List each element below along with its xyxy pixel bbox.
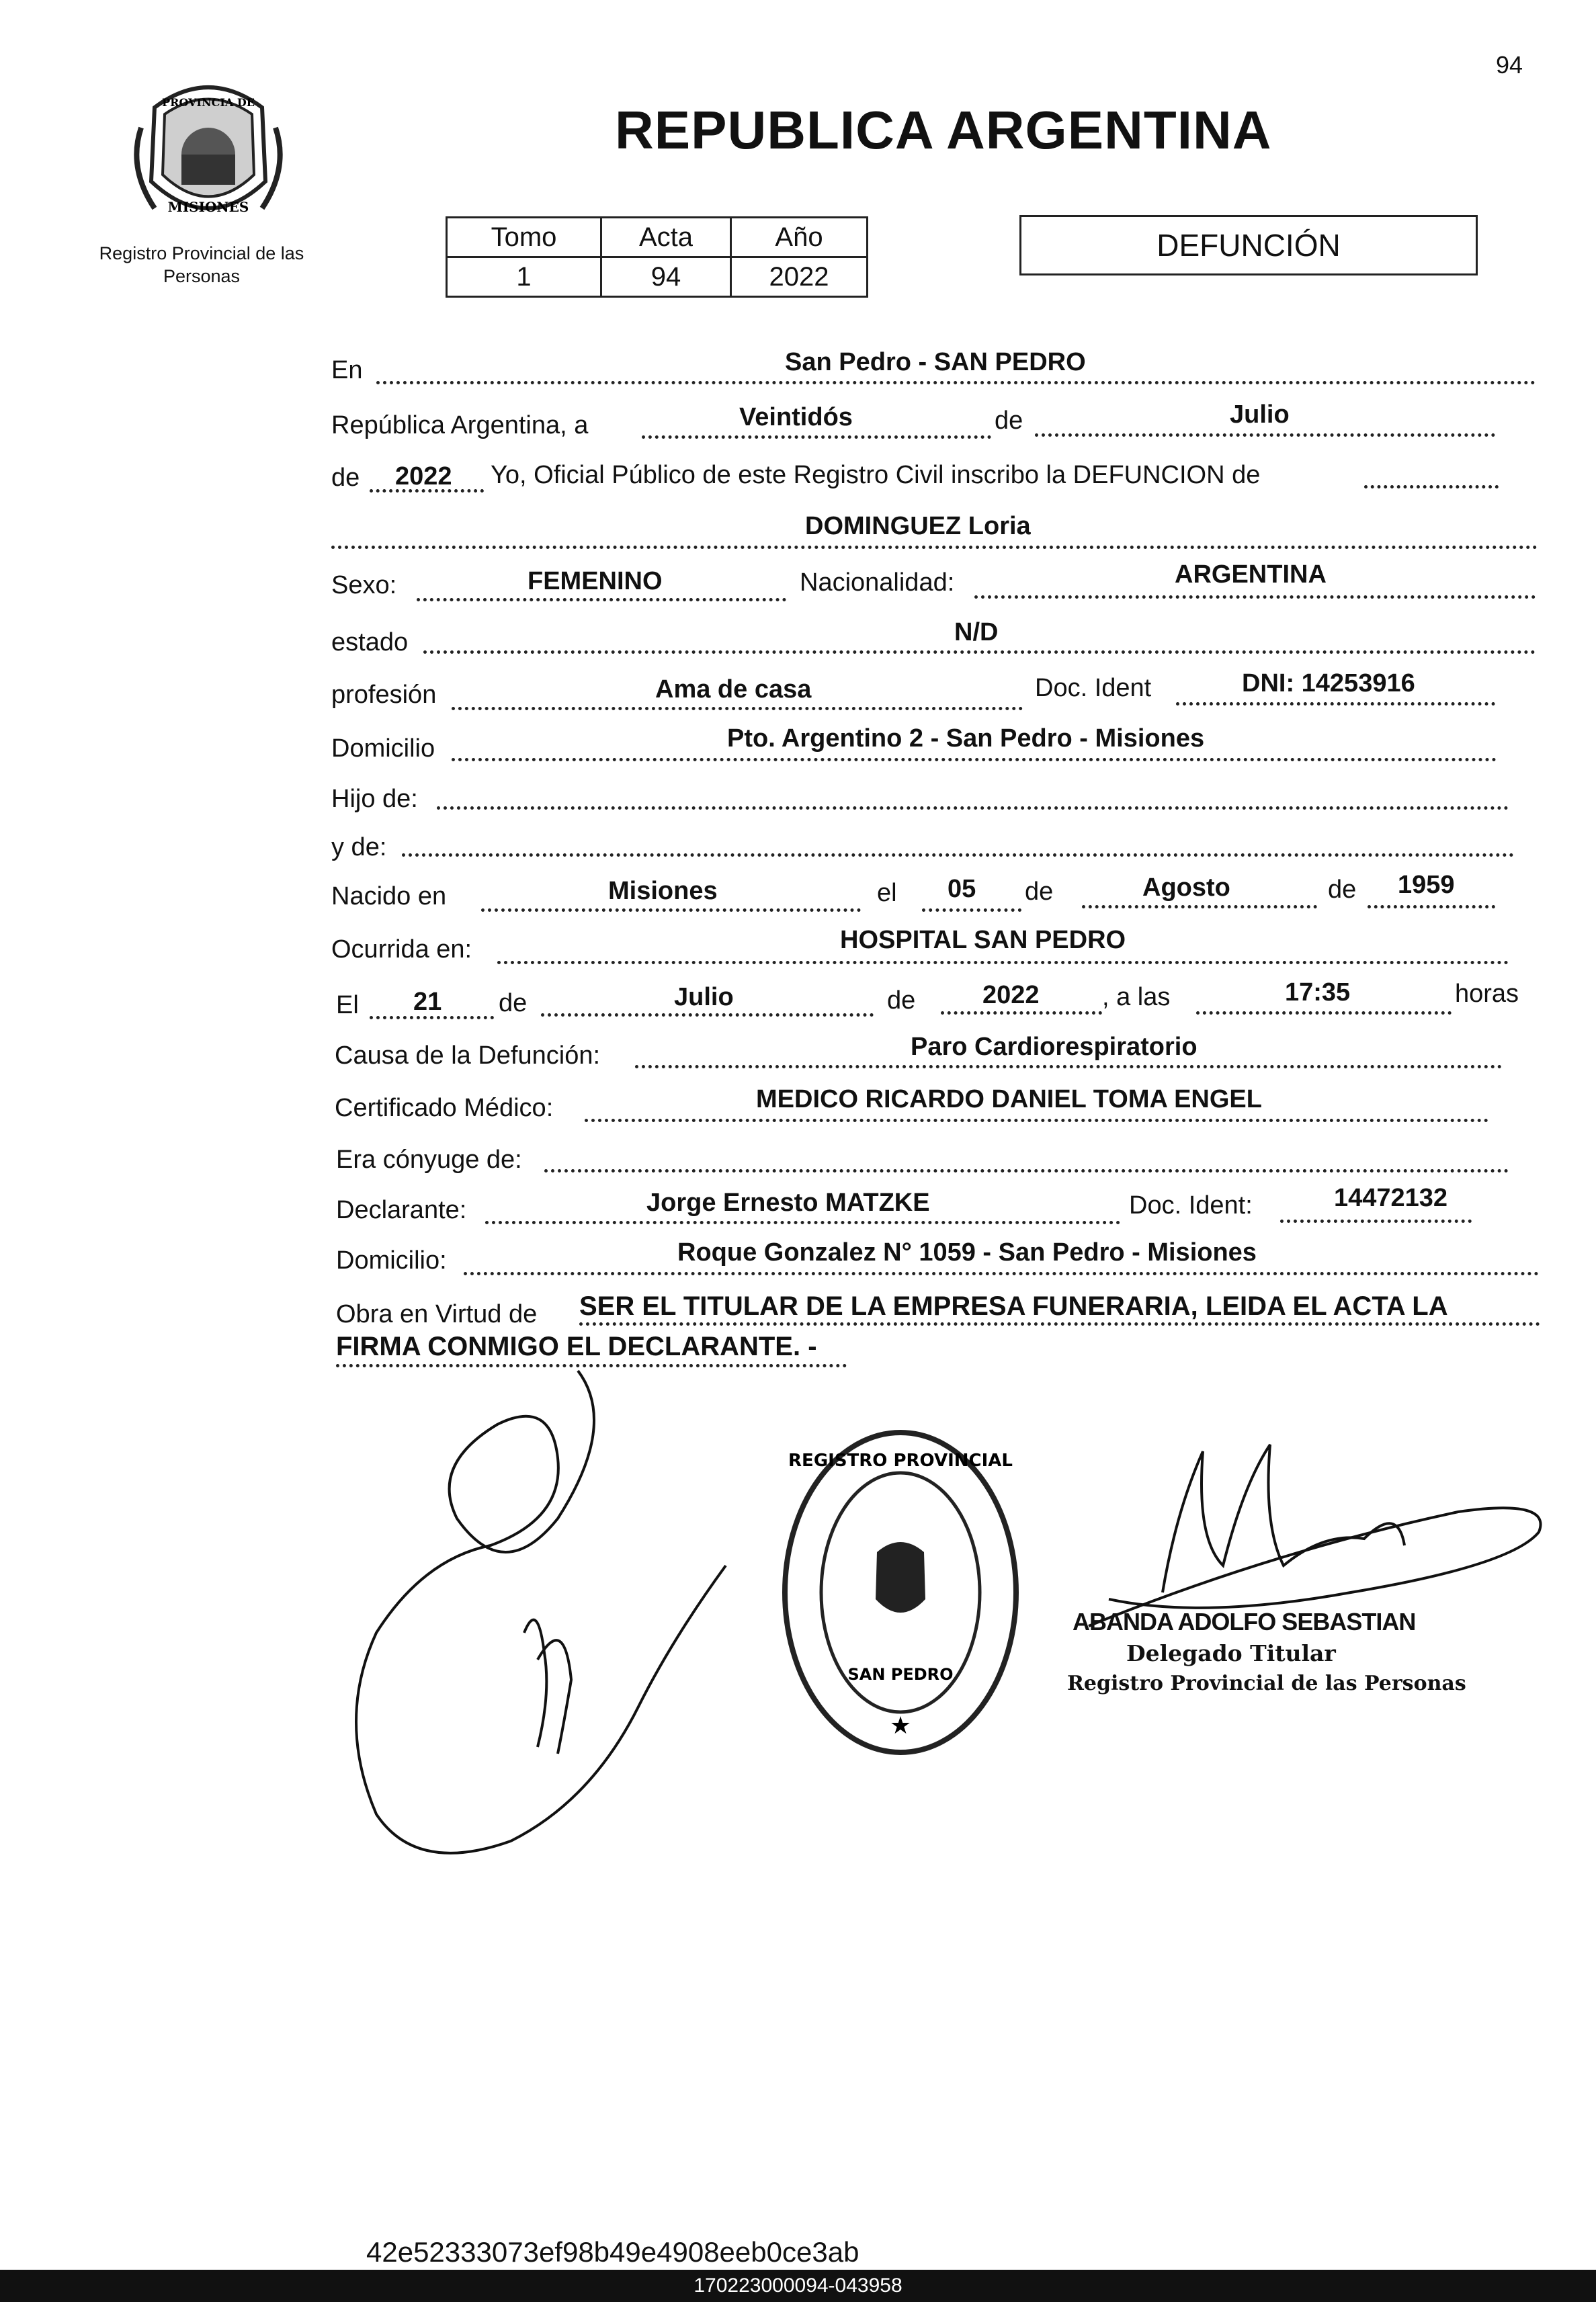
profesion-label: profesión <box>331 681 437 709</box>
signatory-role: Delegado Titular <box>1126 1640 1336 1666</box>
register-table <box>446 216 868 298</box>
declarante-dom-value: Roque Gonzalez N° 1059 - San Pedro - Misiones <box>677 1238 1257 1267</box>
profesion-value: Ama de casa <box>655 675 812 704</box>
dotted-line <box>1280 1220 1472 1223</box>
causa-label: Causa de la Defunción: <box>335 1041 601 1070</box>
republica-label: República Argentina, a <box>331 411 589 439</box>
causa-value: Paro Cardiorespiratorio <box>911 1033 1198 1061</box>
page-number: 94 <box>1496 51 1523 79</box>
certificado-label: Certificado Médico: <box>335 1094 554 1122</box>
svg-text:★: ★ <box>889 1712 912 1740</box>
de-label-3: de <box>1328 876 1357 904</box>
obra-line1-value: SER EL TITULAR DE LA EMPRESA FUNERARIA, LEIDA EL ACTA LA <box>579 1291 1448 1321</box>
dotted-line <box>1082 905 1317 908</box>
declarante-dom-label: Domicilio: <box>336 1246 447 1275</box>
declarant-signature <box>336 1344 766 1881</box>
dotted-line <box>485 1221 1120 1224</box>
declarante-doc-label: Doc. Ident: <box>1129 1191 1253 1220</box>
certificado-value: MEDICO RICARDO DANIEL TOMA ENGEL <box>756 1085 1262 1113</box>
a-las-label: , a las <box>1102 983 1171 1011</box>
domicilio-label: Domicilio <box>331 734 435 763</box>
ocurrida-en-value: HOSPITAL SAN PEDRO <box>840 926 1126 954</box>
header-acta: Acta <box>601 218 731 257</box>
year-value: 2022 <box>395 462 452 491</box>
de-label-4: de <box>499 989 528 1017</box>
nacionalidad-value: ARGENTINA <box>1175 560 1327 589</box>
declarante-label: Declarante: <box>336 1196 467 1224</box>
dotted-line <box>1035 433 1495 437</box>
el-label: el <box>877 879 897 907</box>
dotted-line <box>464 1272 1539 1275</box>
dotted-line <box>437 806 1509 810</box>
doc-label: Doc. Ident <box>1035 674 1152 702</box>
value-ano: 2022 <box>731 257 868 297</box>
place-value: San Pedro - SAN PEDRO <box>785 348 1086 376</box>
svg-text:SAN PEDRO: SAN PEDRO <box>847 1665 954 1684</box>
day-words-value: Veintidós <box>739 403 853 431</box>
month-value: Julio <box>1230 400 1290 429</box>
nacionalidad-label: Nacionalidad: <box>800 568 955 597</box>
dotted-line <box>941 1011 1102 1015</box>
province-seal-logo <box>128 67 289 235</box>
footer-code: 170223000094-043958 <box>0 2270 1596 2302</box>
death-year-value: 2022 <box>982 981 1040 1009</box>
en-label: En <box>331 356 363 384</box>
death-day-value: 21 <box>413 988 442 1016</box>
horas-label: horas <box>1455 980 1519 1008</box>
svg-text:PROVINCIA DE: PROVINCIA DE <box>162 96 255 109</box>
sexo-value: FEMENINO <box>528 567 663 595</box>
el2-label: El <box>336 991 359 1019</box>
domicilio-value: Pto. Argentino 2 - San Pedro - Misiones <box>727 724 1205 753</box>
hijo-label: Hijo de: <box>331 785 418 813</box>
dotted-line <box>417 598 786 601</box>
conyuge-label: Era cónyuge de: <box>336 1146 522 1174</box>
ocurrida-label: Ocurrida en: <box>331 935 472 964</box>
declarante-value: Jorge Ernesto MATZKE <box>646 1189 930 1217</box>
obra-line2-value: FIRMA CONMIGO EL DECLARANTE. - <box>336 1332 817 1361</box>
signatory-name: ABANDA ADOLFO SEBASTIAN <box>1073 1608 1416 1635</box>
dotted-line <box>1368 905 1495 908</box>
obra-label: Obra en Virtud de <box>336 1300 538 1328</box>
sexo-label: Sexo: <box>331 571 397 599</box>
dotted-line <box>497 961 1509 964</box>
dotted-line <box>1196 1011 1452 1015</box>
de-label-5: de <box>887 986 916 1015</box>
nacido-label: Nacido en <box>331 882 447 910</box>
official-stamp <box>776 1424 1025 1760</box>
record-type-box: DEFUNCIÓN <box>1019 215 1478 275</box>
value-acta: 94 <box>601 257 731 297</box>
value-tomo: 1 <box>447 257 601 297</box>
year-prefix-label: de <box>331 464 360 492</box>
signatory-office: Registro Provincial de las Personas <box>1067 1672 1466 1695</box>
doc-value: DNI: 14253916 <box>1242 669 1415 697</box>
dotted-line <box>579 1322 1540 1326</box>
dotted-line <box>452 707 1023 710</box>
de-label: de <box>995 407 1023 435</box>
nacido-en-value: Misiones <box>608 877 718 905</box>
birth-year-value: 1959 <box>1398 871 1455 899</box>
svg-text:REGISTRO PROVINCIAL: REGISTRO PROVINCIAL <box>788 1451 1013 1471</box>
birth-month-value: Agosto <box>1142 873 1230 902</box>
death-time-value: 17:35 <box>1285 978 1351 1007</box>
estado-value: N/D <box>954 618 999 646</box>
birth-day-value: 05 <box>948 875 976 903</box>
dotted-line <box>642 435 991 439</box>
dotted-line <box>635 1065 1502 1068</box>
dotted-line <box>974 595 1536 599</box>
official-signature <box>1068 1431 1552 1633</box>
dotted-line <box>541 1013 874 1017</box>
declarante-doc-value: 14472132 <box>1334 1184 1448 1212</box>
header-tomo: Tomo <box>447 218 601 257</box>
estado-label: estado <box>331 628 409 656</box>
header-ano: Año <box>731 218 868 257</box>
dotted-line <box>922 908 1021 912</box>
official-text: Yo, Oficial Público de este Registro Civil inscribo la DEFUNCION de <box>491 461 1261 489</box>
de-label-2: de <box>1025 878 1054 906</box>
registry-name: Registro Provincial de las Personas <box>99 243 304 286</box>
svg-text:MISIONES: MISIONES <box>167 199 249 215</box>
death-month-value: Julio <box>674 983 734 1011</box>
dotted-line <box>402 853 1514 857</box>
dotted-line <box>1176 702 1495 706</box>
deceased-name-value: DOMINGUEZ Loria <box>805 512 1031 540</box>
y-de-label: y de: <box>331 833 387 861</box>
dotted-line <box>585 1119 1488 1122</box>
dotted-line <box>331 546 1538 549</box>
dotted-line <box>376 381 1536 384</box>
dotted-line <box>1364 485 1499 488</box>
dotted-line <box>423 650 1536 654</box>
dotted-line <box>481 908 861 912</box>
document-hash: 42e52333073ef98b49e4908eeb0ce3ab <box>366 2236 859 2268</box>
dotted-line <box>452 758 1497 761</box>
dotted-line <box>544 1169 1509 1173</box>
page-title: REPUBLICA ARGENTINA <box>615 100 1272 160</box>
